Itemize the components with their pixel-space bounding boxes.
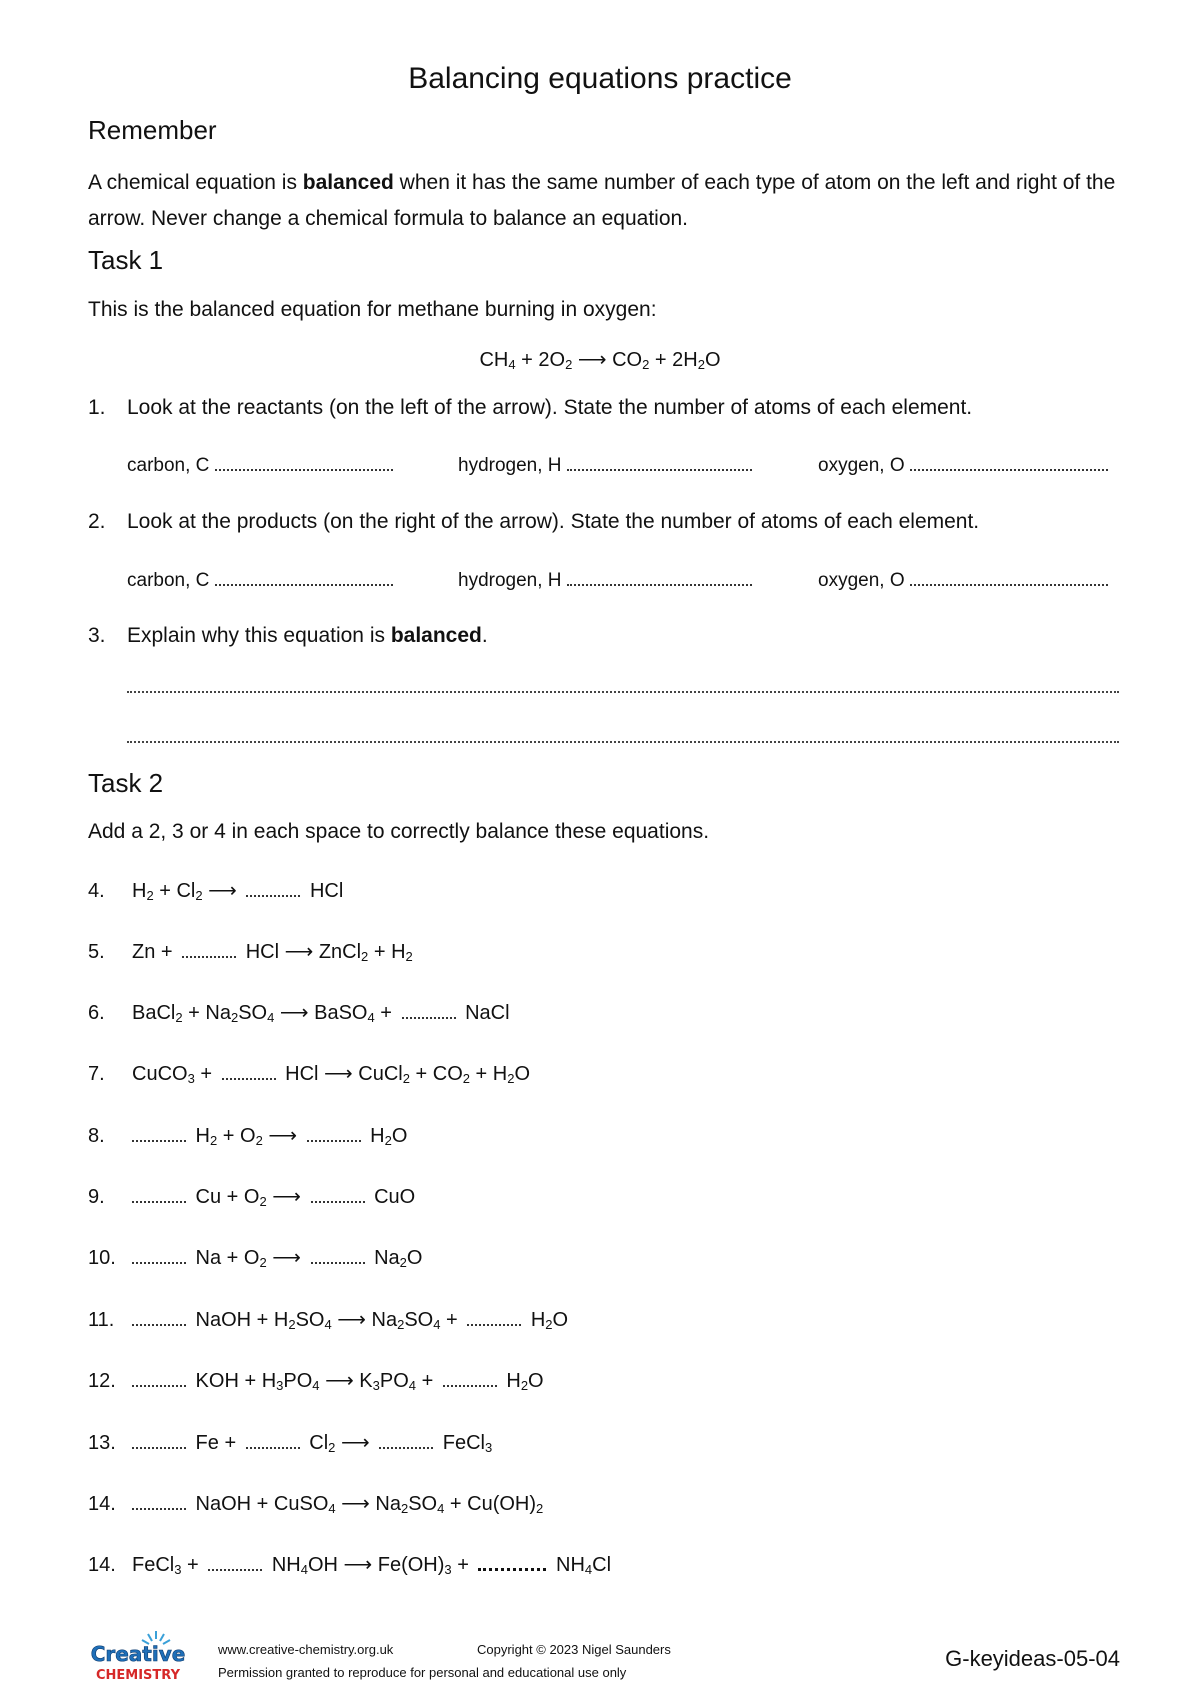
blank[interactable] [478, 1556, 546, 1571]
equation-row: 4. $H_2 + Cl_2$ ⟶ HCl [88, 880, 344, 903]
blank[interactable] [246, 1435, 300, 1449]
blank[interactable] [182, 944, 236, 958]
methane-equation: $CH_4 + 2O_2$ ⟶ $CO_2 + 2H_2O$ [479, 349, 721, 372]
equation-number: 7. [88, 1063, 105, 1085]
blank[interactable] [246, 883, 300, 897]
remember-bold: balanced [302, 171, 394, 194]
blank[interactable] [311, 1189, 365, 1203]
remember-text-a: A chemical equation is [88, 171, 303, 194]
equation-row: 10. $Na + O_2$ ⟶ $Na_2O$ [88, 1247, 423, 1270]
remember-text-b: when it has the same number of each type of atom on the left and right of the arrow. Never change a chemical formula to balance an equation. [88, 171, 1116, 230]
q1-text: Look at the reactants (on the left of the arrow). State the number of atoms of each element. [127, 396, 973, 419]
equation-row: 6. BaCl$_2$ + $Na_2SO_4$ ⟶ BaSO$_4$ + NaCl [88, 1002, 510, 1025]
q2-number: 2. [88, 510, 106, 533]
equation-row: 11. NaOH + $H_2SO_4$ ⟶ $Na_2SO_4 + H_2O$ [88, 1309, 569, 1332]
equation-number: 11. [88, 1309, 115, 1331]
q1-hydrogen-answer[interactable] [458, 455, 752, 477]
equation-number: 4. [88, 880, 105, 902]
equation-row: 13. $Fe + Cl_2$ ⟶ FeCl$_3$ [88, 1432, 493, 1455]
footer-copyright: Copyright © 2023 Nigel Saunders [477, 1642, 671, 1657]
equation-number: 8. [88, 1125, 105, 1147]
blank[interactable] [311, 1250, 365, 1264]
task1-heading: Task 1 [88, 245, 164, 275]
oxygen-label: oxygen, O [818, 455, 905, 476]
logo-text-bottom: CHEMISTRY [95, 1668, 181, 1683]
q1-carbon-answer[interactable] [127, 455, 393, 477]
q1-oxygen-answer[interactable] [818, 455, 1108, 477]
q3-number: 3. [88, 624, 106, 647]
blank[interactable] [467, 1312, 521, 1326]
blank[interactable] [132, 1435, 186, 1449]
equation-row: 14. FeCl$_3$ + $NH_4OH$ ⟶ $Fe(OH)_3 + NH_4Cl$ [88, 1554, 612, 1577]
blank[interactable] [307, 1128, 361, 1142]
task2-heading: Task 2 [88, 768, 164, 798]
footer-url[interactable]: www.creative-chemistry.org.uk [218, 1642, 394, 1657]
blank[interactable] [402, 1005, 456, 1019]
q3-text-b: . [481, 624, 488, 647]
q3-bold: balanced [390, 624, 482, 647]
q1-number: 1. [88, 396, 106, 419]
q3-answer-line-1[interactable] [127, 691, 1119, 693]
hydrogen-label: hydrogen, H [458, 455, 562, 476]
carbon-label: carbon, C [127, 455, 210, 476]
blank[interactable] [132, 1250, 186, 1264]
equation-number: 6. [88, 1002, 105, 1024]
equation-number: 5. [88, 941, 105, 963]
remember-text [88, 165, 1118, 237]
blank[interactable] [208, 1557, 262, 1571]
blank[interactable] [132, 1128, 186, 1142]
blank[interactable] [132, 1373, 186, 1387]
document-code: G-keyideas-05-04 [945, 1646, 1120, 1671]
logo-text-top: Creative [90, 1642, 186, 1666]
q2-hydrogen-answer[interactable] [458, 570, 752, 592]
equation-row: 12. KOH + $H_3PO_4$ ⟶ $K_3PO_4 + H_2O$ [88, 1370, 544, 1393]
q2-carbon-answer[interactable] [127, 570, 393, 592]
remember-heading: Remember [88, 115, 217, 145]
footer-permission: Permission granted to reproduce for personal and educational use only [218, 1665, 627, 1680]
equation-row: 8. $H_2 + O_2$ ⟶ $H_2O$ [88, 1125, 408, 1148]
q3-text-a: Explain why this equation is [127, 624, 391, 647]
q2-oxygen-answer[interactable] [818, 570, 1108, 592]
equation-row: 5. Zn + HCl ⟶ ZnCl$_2$ + $H_2$ [88, 941, 413, 964]
equation-number: 14. [88, 1554, 116, 1576]
oxygen-label: oxygen, O [818, 570, 905, 591]
equation-row: 7. CuCO$_3$ + HCl ⟶ CuCl$_2$ + $CO_2 + H_2O$ [88, 1063, 531, 1086]
equation-number: 9. [88, 1186, 105, 1208]
blank[interactable] [132, 1189, 186, 1203]
blank[interactable] [132, 1496, 186, 1510]
task1-intro: This is the balanced equation for methane burning in oxygen: [88, 298, 657, 321]
equation-number: 13. [88, 1432, 116, 1454]
blank[interactable] [222, 1066, 276, 1080]
hydrogen-label: hydrogen, H [458, 570, 562, 591]
task2-intro: Add a 2, 3 or 4 in each space to correctly balance these equations. [88, 820, 710, 843]
equation-row: 9. $Cu + O_2$ ⟶ CuO [88, 1186, 416, 1209]
equation-number: 10. [88, 1247, 116, 1269]
blank[interactable] [443, 1373, 497, 1387]
equation-number: 14. [88, 1493, 116, 1515]
carbon-label: carbon, C [127, 570, 210, 591]
q3-text [127, 624, 488, 648]
equation-number: 12. [88, 1370, 116, 1392]
q2-text: Look at the products (on the right of the arrow). State the number of atoms of each element. [127, 510, 980, 533]
q3-answer-line-2[interactable] [127, 741, 1119, 743]
page-title: Balancing equations practice [408, 62, 792, 95]
blank[interactable] [132, 1312, 186, 1326]
equation-row: 14. NaOH + CuSO$_4$ ⟶ $Na_2SO_4 + Cu(OH)_2$ [88, 1493, 544, 1516]
blank[interactable] [379, 1435, 433, 1449]
creative-chemistry-logo [86, 1629, 194, 1685]
